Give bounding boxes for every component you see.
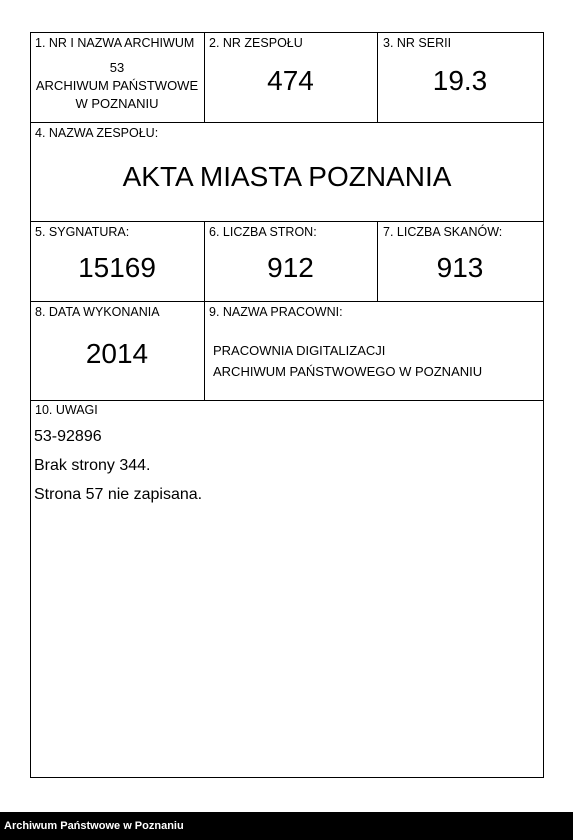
page-count-label: 6. LICZBA STRON: [209, 225, 317, 239]
divider [30, 221, 544, 222]
archive-name-line2: W POZNANIU [75, 96, 159, 111]
workshop-label: 9. NAZWA PRACOWNI: [209, 305, 343, 319]
archive-label: 1. NR I NAZWA ARCHIWUM [35, 36, 195, 50]
note-line: Strona 57 nie zapisana. [34, 486, 203, 503]
notes-label: 10. UWAGI [35, 403, 98, 417]
fonds-number-label: 2. NR ZESPOŁU [209, 36, 303, 50]
note-line: 53-92896 [34, 428, 102, 445]
page-count-value: 912 [267, 252, 314, 283]
date-label: 8. DATA WYKONANIA [35, 305, 160, 319]
signature-label: 5. SYGNATURA: [35, 225, 130, 239]
footer-text: Archiwum Państwowe w Poznaniu [4, 820, 184, 832]
divider [204, 301, 205, 401]
divider [30, 400, 544, 401]
divider [543, 32, 544, 778]
footer-bar [0, 812, 573, 840]
divider [30, 32, 544, 33]
series-value: 19.3 [432, 65, 488, 96]
workshop-line2: ARCHIWUM PAŃSTWOWEGO W POZNANIU [213, 364, 483, 379]
fonds-number-value: 474 [267, 65, 314, 96]
archive-number: 53 [109, 60, 125, 75]
divider [30, 301, 544, 302]
divider [30, 122, 544, 123]
divider [30, 777, 544, 778]
date-value: 2014 [85, 338, 149, 369]
series-label: 3. NR SERII [383, 36, 452, 50]
divider [30, 32, 31, 778]
fonds-name-label: 4. NAZWA ZESPOŁU: [35, 126, 159, 140]
workshop-line1: PRACOWNIA DIGITALIZACJI [213, 343, 386, 358]
signature-value: 15169 [78, 252, 156, 283]
archive-name-line1: ARCHIWUM PAŃSTWOWE [35, 78, 199, 93]
fonds-name-value: AKTA MIASTA POZNANIA [122, 161, 452, 192]
scan-count-label: 7. LICZBA SKANÓW: [383, 225, 503, 239]
scan-count-value: 913 [436, 252, 484, 283]
note-line: Brak strony 344. [34, 457, 151, 474]
